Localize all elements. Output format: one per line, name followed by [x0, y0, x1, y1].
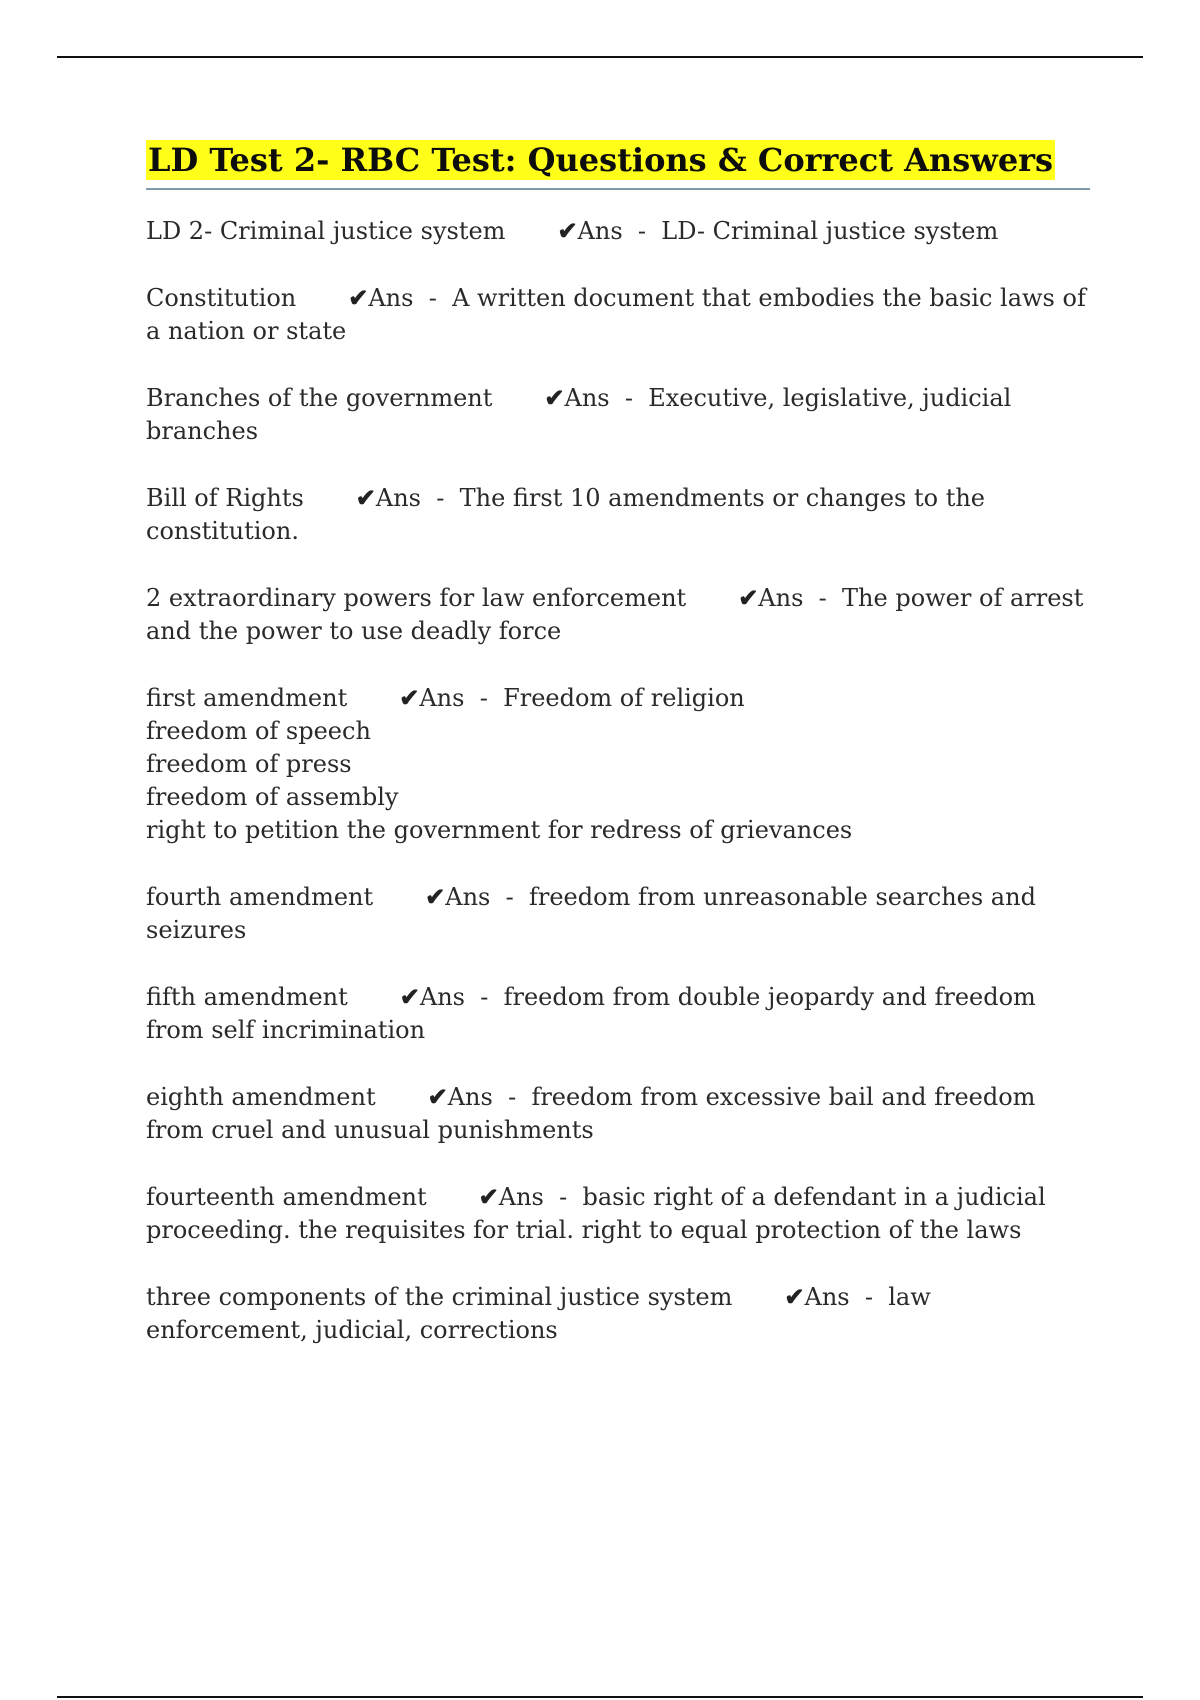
- check-icon: ✔: [544, 383, 565, 412]
- ans-label: Ans: [368, 284, 414, 312]
- ans-label: Ans: [419, 684, 465, 712]
- title-block: [146, 140, 1090, 190]
- answer-text: freedom from unreasonable searches and seizures: [146, 883, 1044, 944]
- qa-item: [146, 381, 1090, 448]
- ans-label: Ans: [564, 384, 610, 412]
- question-text: Branches of the government: [146, 384, 493, 412]
- qa-item: [146, 481, 1090, 548]
- check-icon: ✔: [784, 1282, 805, 1311]
- separator: -: [464, 684, 504, 712]
- qa-item: [146, 880, 1090, 947]
- separator: -: [490, 883, 529, 911]
- check-icon: ✔: [478, 1182, 499, 1211]
- qa-item: [146, 214, 1090, 248]
- ans-label: Ans: [804, 1283, 850, 1311]
- question-text: three components of the criminal justice system: [146, 1283, 733, 1311]
- page-title: LD Test 2- RBC Test: Questions & Correct Answers: [148, 141, 1054, 179]
- separator: -: [421, 484, 460, 512]
- separator: -: [622, 217, 662, 245]
- separator: -: [803, 584, 843, 612]
- question-text: first amendment: [146, 684, 348, 712]
- answer-text: law enforcement, judicial, corrections: [146, 1283, 939, 1344]
- qa-item: [146, 581, 1090, 648]
- qa-item: [146, 1080, 1090, 1147]
- qa-item: [146, 1180, 1090, 1247]
- answer-text: freedom from excessive bail and freedom from cruel and unusual punishments: [146, 1083, 1044, 1144]
- qa-item: [146, 681, 1090, 847]
- check-icon: ✔: [427, 1082, 448, 1111]
- separator: -: [492, 1083, 532, 1111]
- check-icon: ✔: [557, 216, 578, 245]
- ans-label: Ans: [375, 484, 421, 512]
- ans-label: Ans: [419, 983, 465, 1011]
- qa-item: [146, 281, 1094, 348]
- answer-text: basic right of a defendant in a judicial proceeding. the requisites for trial. right to equal protection of the laws: [146, 1183, 1054, 1244]
- question-text: 2 extraordinary powers for law enforcement: [146, 584, 687, 612]
- question-text: LD 2- Criminal justice system: [146, 217, 506, 245]
- ans-label: Ans: [447, 1083, 493, 1111]
- bottom-rule: [57, 1696, 1143, 1698]
- separator: -: [465, 983, 504, 1011]
- check-icon: ✔: [738, 583, 759, 612]
- separator: -: [413, 284, 453, 312]
- check-icon: ✔: [348, 283, 369, 312]
- top-rule: [57, 56, 1143, 58]
- answer-text: LD- Criminal justice system: [661, 217, 999, 245]
- answer-text: Freedom of religion freedom of speech freedom of press freedom of assembly right to petition the government for redress of grievances: [146, 684, 853, 844]
- check-icon: ✔: [425, 882, 446, 911]
- question-text: Constitution: [146, 284, 297, 312]
- ans-label: Ans: [445, 883, 491, 911]
- qa-item: [146, 1280, 1090, 1347]
- answer-text: Executive, legislative, judicial branches: [146, 384, 1019, 445]
- check-icon: ✔: [399, 683, 420, 712]
- answer-text: A written document that embodies the basic laws of a nation or state: [146, 284, 1094, 345]
- ans-label: Ans: [758, 584, 804, 612]
- check-icon: ✔: [355, 483, 376, 512]
- answer-text: freedom from double jeopardy and freedom from self incrimination: [146, 983, 1044, 1044]
- question-text: eighth amendment: [146, 1083, 376, 1111]
- document-body: [146, 140, 1094, 1380]
- question-text: Bill of Rights: [146, 484, 304, 512]
- separator: -: [849, 1283, 889, 1311]
- separator: -: [609, 384, 649, 412]
- question-text: fourteenth amendment: [146, 1183, 427, 1211]
- check-icon: ✔: [399, 982, 420, 1011]
- question-text: fourth amendment: [146, 883, 374, 911]
- answer-text: The first 10 amendments or changes to the constitution.: [146, 484, 993, 545]
- question-text: fifth amendment: [146, 983, 348, 1011]
- qa-item: [146, 980, 1090, 1047]
- answer-text: The power of arrest and the power to use deadly force: [146, 584, 1092, 645]
- ans-label: Ans: [498, 1183, 544, 1211]
- separator: -: [543, 1183, 583, 1211]
- ans-label: Ans: [577, 217, 623, 245]
